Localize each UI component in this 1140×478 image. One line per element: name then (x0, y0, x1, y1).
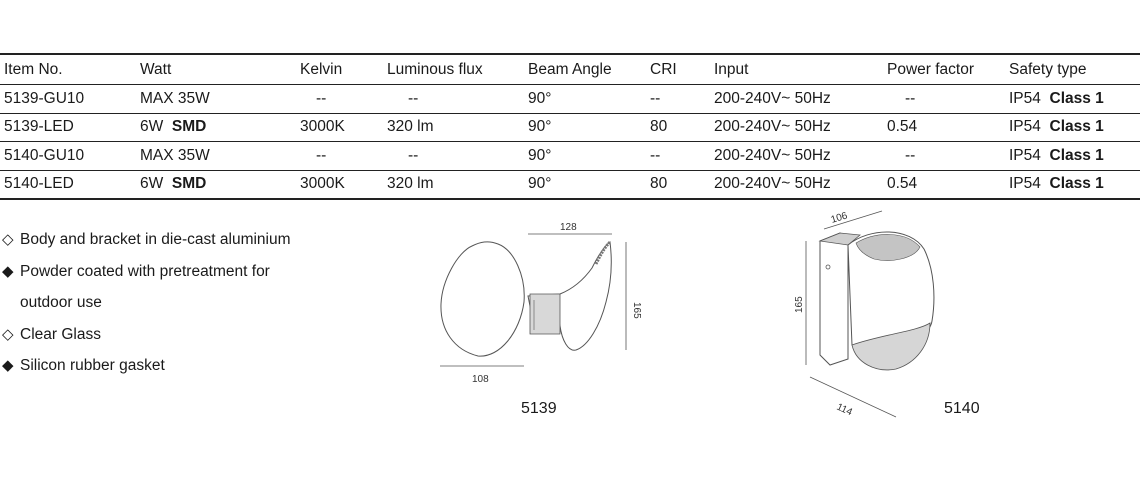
header-kelvin: Kelvin (296, 54, 383, 85)
depth-dim-text: 128 (560, 222, 577, 233)
header-input: Input (710, 54, 883, 85)
feature-item-continuation (2, 291, 291, 323)
cell-input: 200-240V~ 50Hz (710, 170, 883, 199)
height-dim-text: 165 (631, 302, 642, 319)
feature-text: Powder coated with pretreatment for (20, 262, 270, 280)
cell-item: 5140-LED (0, 170, 136, 199)
diamond-outline-icon: ◇ (2, 325, 14, 343)
diamond-filled-icon: ◆ (2, 357, 14, 374)
feature-item (2, 228, 291, 260)
top-dim-text: 106 (829, 210, 849, 226)
feature-list (2, 228, 291, 386)
feature-item (2, 260, 291, 292)
cell-beam: 90° (524, 170, 646, 199)
table-row (0, 113, 1140, 142)
cell-beam: 90° (524, 85, 646, 114)
cell-safety: IP54 Class 1 (1005, 142, 1140, 171)
cell-power-factor: 0.54 (883, 113, 1005, 142)
cell-watt: MAX 35W (136, 85, 296, 114)
cell-item: 5139-LED (0, 113, 136, 142)
cell-safety: IP54 Class 1 (1005, 170, 1140, 199)
feature-text: outdoor use (20, 294, 102, 311)
feature-item (2, 323, 291, 355)
cell-power-factor: 0.54 (883, 170, 1005, 199)
header-luminous-flux: Luminous flux (383, 54, 524, 85)
cell-item: 5140-GU10 (0, 142, 136, 171)
cell-kelvin: -- (296, 142, 383, 171)
cell-safety: IP54 Class 1 (1005, 113, 1140, 142)
table-header-row (0, 54, 1140, 85)
cell-input: 200-240V~ 50Hz (710, 113, 883, 142)
cell-item: 5139-GU10 (0, 85, 136, 114)
drawing-5140 (790, 205, 950, 425)
cell-beam: 90° (524, 113, 646, 142)
front-view-outline (441, 242, 524, 356)
table-row (0, 142, 1140, 171)
width-dim-text: 108 (472, 374, 489, 385)
cell-flux: -- (383, 142, 524, 171)
header-power-factor: Power factor (883, 54, 1005, 85)
cell-kelvin: 3000K (296, 170, 383, 199)
cell-flux: 320 lm (383, 113, 524, 142)
header-watt: Watt (136, 54, 296, 85)
feature-text: Silicon rubber gasket (20, 357, 165, 374)
cell-flux: -- (383, 85, 524, 114)
header-item-no: Item No. (0, 54, 136, 85)
cell-cri: -- (646, 142, 710, 171)
model-label-5139: 5139 (521, 400, 557, 417)
bracket-outline (820, 233, 848, 365)
table-row (0, 85, 1140, 114)
cell-watt: MAX 35W (136, 142, 296, 171)
cell-power-factor: -- (883, 142, 1005, 171)
spec-table (0, 53, 1140, 200)
drawing-5139 (420, 210, 660, 390)
cell-input: 200-240V~ 50Hz (710, 85, 883, 114)
cell-cri: 80 (646, 170, 710, 199)
feature-text: Clear Glass (20, 325, 101, 343)
header-cri: CRI (646, 54, 710, 85)
header-safety-type: Safety type (1005, 54, 1140, 85)
cell-cri: 80 (646, 113, 710, 142)
cell-input: 200-240V~ 50Hz (710, 142, 883, 171)
cell-watt: 6W SMD (136, 170, 296, 199)
cell-safety: IP54 Class 1 (1005, 85, 1140, 114)
cell-watt: 6W SMD (136, 113, 296, 142)
height-dim-text: 165 (794, 296, 805, 313)
diamond-filled-icon: ◆ (2, 262, 14, 280)
side-view-mount (530, 294, 560, 334)
diamond-outline-icon: ◇ (2, 231, 14, 248)
bottom-dim-line (810, 377, 896, 417)
header-beam-angle: Beam Angle (524, 54, 646, 85)
feature-item (2, 354, 291, 386)
cell-kelvin: -- (296, 85, 383, 114)
table-row (0, 170, 1140, 199)
bottom-dim-text: 114 (834, 401, 854, 419)
cell-power-factor: -- (883, 85, 1005, 114)
cell-cri: -- (646, 85, 710, 114)
cell-kelvin: 3000K (296, 113, 383, 142)
cell-flux: 320 lm (383, 170, 524, 199)
model-label-5140: 5140 (944, 400, 980, 417)
feature-text: Body and bracket in die-cast aluminium (20, 231, 291, 248)
cell-beam: 90° (524, 142, 646, 171)
